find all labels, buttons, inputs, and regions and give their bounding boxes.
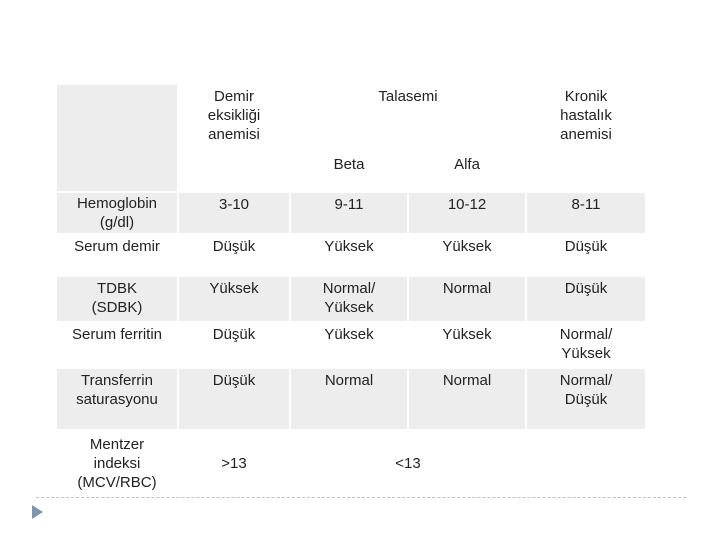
row-label: Serum ferritin [57, 323, 177, 367]
header-kronik [527, 85, 645, 151]
row-label [57, 193, 177, 233]
table-cell: 9-11 [291, 193, 407, 233]
subheader-beta: Beta [291, 153, 407, 191]
table-cell: Düşük [527, 235, 645, 275]
row-label-text: saturasyonu [76, 391, 158, 408]
table-cell: Yüksek [291, 323, 407, 367]
table-cell: Normal [409, 277, 525, 321]
slide-nav-arrow-icon[interactable] [32, 505, 43, 519]
row-label [57, 369, 177, 429]
header-row [57, 85, 645, 151]
cell-text: Normal/ [559, 326, 613, 343]
table-row [57, 323, 645, 367]
table-cell [527, 369, 645, 429]
row-label-text: Transferrin [81, 372, 153, 389]
row-label-text: (g/dl) [99, 214, 135, 231]
table-cell: Yüksek [409, 323, 525, 367]
table-cell [527, 323, 645, 367]
table-cell: Düşük [179, 235, 289, 275]
table-cell: Yüksek [291, 235, 407, 275]
cell-text: Düşük [564, 391, 608, 408]
table-cell: 3-10 [179, 193, 289, 233]
table-cell: Yüksek [179, 277, 289, 321]
table-row [57, 193, 645, 233]
table-cell: >13 [179, 431, 289, 495]
table-cell: Yüksek [409, 235, 525, 275]
cell-text: Normal/ [559, 372, 613, 389]
subheader-alfa: Alfa [409, 153, 525, 191]
table-cell: Düşük [179, 369, 289, 429]
table-row [57, 369, 645, 429]
header-text: eksikliği [207, 107, 261, 124]
header-talasemi [291, 85, 525, 151]
table-cell: 10-12 [409, 193, 525, 233]
row-label: Serum demir [57, 235, 177, 275]
footer-divider [36, 497, 686, 498]
header-text: Talasemi [378, 88, 438, 105]
cell-text: Normal/ [322, 280, 376, 297]
comparison-table [55, 83, 647, 497]
row-label-text: (MCV/RBC) [77, 473, 157, 491]
row-label-text: (SDBK) [91, 299, 143, 316]
row-label-text: Hemoglobin [76, 195, 158, 212]
header-text: Demir [214, 88, 254, 105]
table-row [57, 235, 645, 275]
table-cell [527, 431, 645, 495]
row-label-text: TDBK [96, 280, 137, 297]
table-cell [291, 277, 407, 321]
table-cell: <13 [291, 431, 525, 495]
subheader-empty [179, 153, 289, 191]
table-cell: Düşük [527, 277, 645, 321]
table-cell: Normal [291, 369, 407, 429]
header-text: anemisi [208, 126, 260, 143]
row-label-text: indeksi [93, 454, 141, 472]
table-cell: Düşük [179, 323, 289, 367]
header-text: anemisi [560, 126, 612, 143]
header-demir-eksikligi [179, 85, 289, 151]
cell-text: Yüksek [561, 345, 611, 362]
table-cell: Normal [409, 369, 525, 429]
table-cell: 8-11 [527, 193, 645, 233]
header-text: Kronik [564, 88, 608, 105]
subheader-empty [527, 153, 645, 191]
table-row [57, 431, 645, 495]
row-label [57, 431, 177, 495]
cell-text: Yüksek [324, 299, 374, 316]
row-label-text: Mentzer [89, 435, 145, 453]
header-text: hastalık [560, 107, 612, 124]
table-row [57, 277, 645, 321]
corner-cell [57, 85, 177, 191]
row-label [57, 277, 177, 321]
